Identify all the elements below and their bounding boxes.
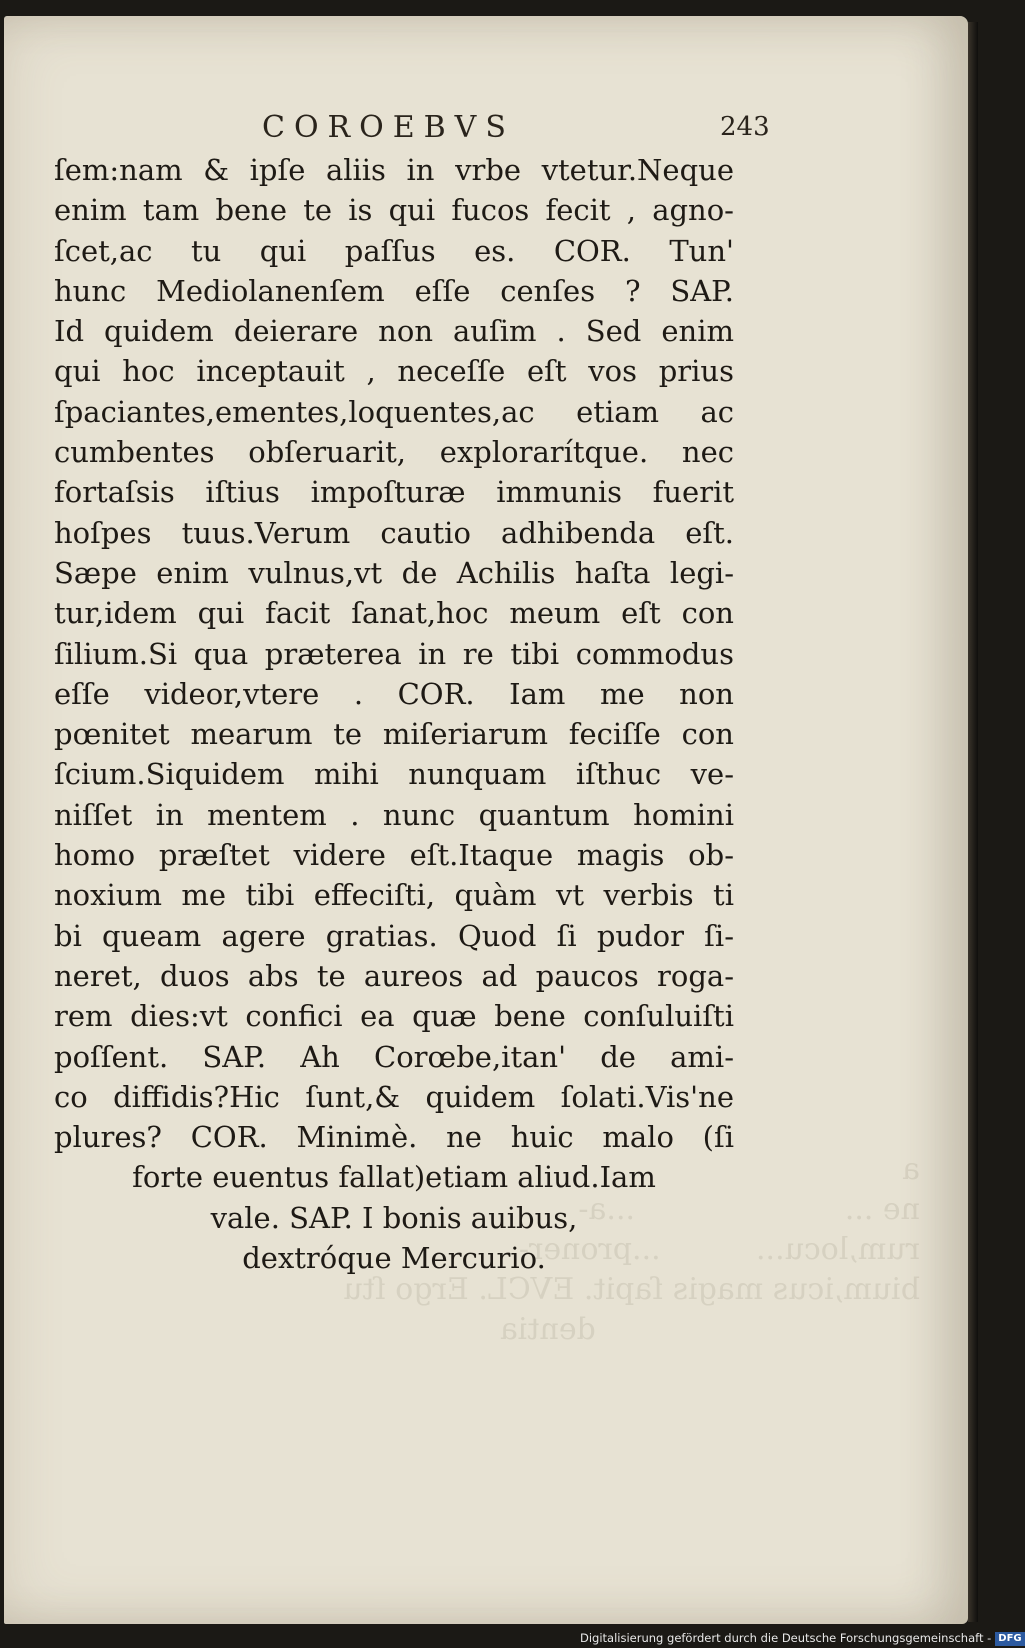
text-line: poſſent. SAP. Ah Corœbe,itan' de ami- xyxy=(54,1039,734,1074)
text-line: qui hoc inceptauit , neceſſe eſt vos prius xyxy=(54,354,734,389)
text-line: neret, duos abs te aureos ad paucos roga- xyxy=(54,958,734,993)
text-line: enim tam bene te is qui fucos fecit , agno- xyxy=(54,193,734,228)
credit-text: Digitalisierung gefördert durch die Deutsche Forschungsgemeinschaft - xyxy=(580,1631,992,1645)
digitization-credit xyxy=(580,1628,1025,1648)
body-text xyxy=(54,150,734,1278)
page-number: 243 xyxy=(720,112,770,142)
text-line: plures? COR. Minimè. ne huic malo (ſi xyxy=(54,1120,734,1155)
text-line: Sæpe enim vulnus,vt de Achilis haſta legi- xyxy=(54,555,734,590)
running-title: COROEBVS xyxy=(262,110,515,145)
closing-line: dextróque Mercurio. xyxy=(242,1241,546,1276)
bleed-through-text: a ne ... ...a- rum,locu... ...proner- bium,icus magis ſapit. EVCL. Ergo ſtu dentia xyxy=(343,1152,920,1347)
text-line: hunc Mediolanenſem eſſe cenſes ? SAP. xyxy=(54,273,734,308)
text-line: co diffidis?Hic ſunt,& quidem ſolati.Vis'ne xyxy=(54,1079,734,1114)
text-line: ſcium.Siquidem mihi nunquam iſthuc ve- xyxy=(54,757,734,792)
text-line: hoſpes tuus.Verum cautio adhibenda eſt. xyxy=(54,515,734,550)
text-line: ſcet,ac tu qui paſſus es. COR. Tun' xyxy=(54,233,734,268)
page-edge-shadow xyxy=(968,22,978,1622)
dfg-logo: DFG xyxy=(995,1632,1024,1646)
text-line: niſſet in mentem . nunc quantum homini xyxy=(54,797,734,832)
text-line: ſilium.Si qua præterea in re tibi commodus xyxy=(54,636,734,671)
text-line: cumbentes obſeruarit, explorarítque. nec xyxy=(54,435,734,470)
text-line: ſpaciantes,ementes,loquentes,ac etiam ac xyxy=(54,394,734,429)
text-line: fortaſsis iſtius impoſturæ immunis fuerit xyxy=(54,475,734,510)
text-line: pœnitet mearum te miſeriarum feciſſe con xyxy=(54,717,734,752)
text-line: rem dies:vt confici ea quæ bene conſuluiſti xyxy=(54,999,734,1034)
closing-line: forte euentus fallat)etiam aliud.Iam xyxy=(132,1160,656,1195)
closing-line: vale. SAP. I bonis auibus, xyxy=(210,1200,578,1235)
page-header xyxy=(0,110,1000,150)
text-line: homo præſtet videre eſt.Itaque magis ob- xyxy=(54,838,734,873)
text-line: Id quidem deierare non auſim . Sed enim xyxy=(54,314,734,349)
text-line: bi queam agere gratias. Quod ſi pudor ſi- xyxy=(54,918,734,953)
text-line: noxium me tibi effeciſti, quàm vt verbis ti xyxy=(54,878,734,913)
text-line: ſem:nam & ipſe aliis in vrbe vtetur.Neque xyxy=(54,153,734,187)
text-line: tur,idem qui facit ſanat,hoc meum eſt con xyxy=(54,596,734,631)
text-line: eſſe videor,vtere . COR. Iam me non xyxy=(54,676,734,711)
